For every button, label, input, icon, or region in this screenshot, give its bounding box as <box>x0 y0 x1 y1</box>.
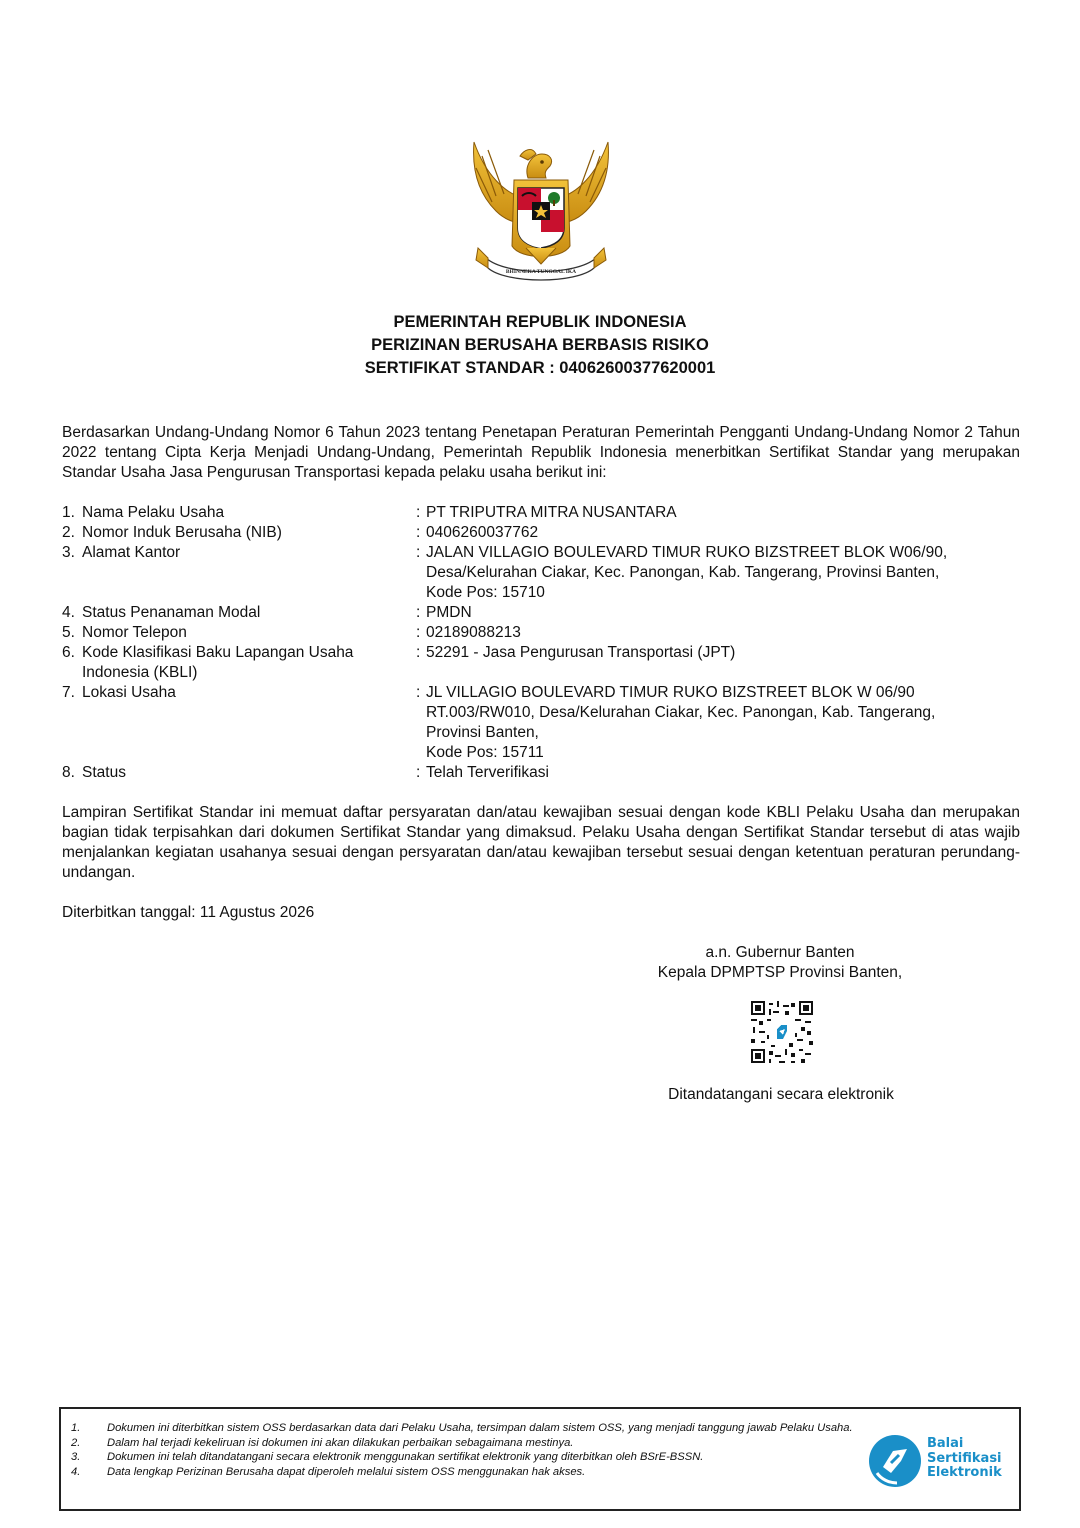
detail-label: Kode Klasifikasi Baku Lapangan Usaha Indonesia (KBLI) <box>82 644 354 681</box>
detail-value: PT TRIPUTRA MITRA NUSANTARA <box>426 504 677 521</box>
detail-value: PMDN <box>426 604 472 621</box>
footer-note: 4. Data lengkap Perizinan Berusaha dapat diperoleh melalui sistem OSS menggunakan hak akses. <box>71 1465 586 1478</box>
bsre-logo <box>867 1431 1007 1489</box>
detail-label: Alamat Kantor <box>82 544 181 561</box>
footer-note: 1. Dokumen ini diterbitkan sistem OSS berdasarkan data dari Pelaku Usaha, tersimpan dalam sistem OSS, yang menjadi tanggung jawab Pelaku Usaha. <box>71 1422 853 1434</box>
detail-label: Nomor Induk Berusaha (NIB) <box>82 524 282 541</box>
signer-line-2: Kepala DPMPTSP Provinsi Banten, <box>657 964 903 981</box>
detail-row-kbli: 6. Kode Klasifikasi Baku Lapangan Usaha Indonesia (KBLI) : 52291 - Jasa Pengurusan Transportasi (JPT) <box>62 643 1022 683</box>
detail-row-nib: 2. Nomor Induk Berusaha (NIB) : 0406260037762 <box>62 523 1022 543</box>
business-details-list <box>62 503 1022 783</box>
header-certificate-number: SERTIFIKAT STANDAR : 04062600377620001 <box>364 359 716 377</box>
bsre-logo-icon <box>867 1433 923 1489</box>
detail-row-office-address: 3. Alamat Kantor : JALAN VILLAGIO BOULEVARD TIMUR RUKO BIZSTREET BLOK W06/90, Desa/Kelurahan Ciakar, Kec. Panongan, Kab. Tangerang, Provinsi Banten, Kode Pos: 15710 <box>62 543 1022 603</box>
detail-row-status: 8. Status : Telah Terverifikasi <box>62 763 1022 783</box>
detail-value: 02189088213 <box>426 624 521 641</box>
detail-row-phone: 5. Nomor Telepon : 02189088213 <box>62 623 1022 643</box>
qr-code-icon <box>751 1001 813 1063</box>
detail-value: JL VILLAGIO BOULEVARD TIMUR RUKO BIZSTREET BLOK W 06/90 RT.003/RW010, Desa/Kelurahan Ciakar, Kec. Panongan, Kab. Tangerang, Provinsi Banten, Kode Pos: 15711 <box>426 684 936 761</box>
attachment-paragraph: Lampiran Sertifikat Standar ini memuat daftar persyaratan dan/atau kewajiban sesuai dengan kode KBLI Pelaku Usaha dan merupakan bagian tidak terpisahkan dari dokumen Sertifikat Standar yang dimaksud. Pelaku Usaha dengan Sertifikat Standar tersebut di atas wajib menjalankan kegiatan usahanya sesuai dengan persyaratan dan/atau kewajiban tersebut sesuai dengan ketentuan peraturan perundang-undangan. <box>62 804 1020 881</box>
detail-value: 52291 - Jasa Pengurusan Transportasi (JPT) <box>426 644 736 661</box>
header-government: PEMERINTAH REPUBLIK INDONESIA <box>393 313 687 331</box>
detail-row-business-name: 1. Nama Pelaku Usaha : PT TRIPUTRA MITRA NUSANTARA <box>62 503 1022 523</box>
garuda-emblem-icon <box>466 136 616 288</box>
issued-date: Diterbitkan tanggal: 11 Agustus 2026 <box>62 904 315 921</box>
detail-label: Nomor Telepon <box>82 624 187 641</box>
detail-label: Status Penanaman Modal <box>82 604 261 621</box>
intro-paragraph: Berdasarkan Undang-Undang Nomor 6 Tahun 2023 tentang Penetapan Peraturan Pemerintah Pengganti Undang-Undang Nomor 2 Tahun 2022 tentang Cipta Kerja Menjadi Undang-Undang, Pemerintah Republik Indonesia menerbitkan Sertifikat Standar yang merupakan Standar Usaha Jasa Pengurusan Transportasi kepada pelaku usaha berikut ini: <box>62 424 1020 481</box>
detail-row-investment-status: 4. Status Penanaman Modal : PMDN <box>62 603 1022 623</box>
footer-note: 2. Dalam hal terjadi kekeliruan isi dokumen ini akan dilakukan perbaikan sebagaimana mestinya. <box>71 1436 574 1449</box>
electronic-signature-caption: Ditandatangani secara elektronik <box>668 1086 894 1103</box>
detail-value: Telah Terverifikasi <box>426 764 549 781</box>
footer-notes-box <box>59 1407 1021 1511</box>
detail-label: Nama Pelaku Usaha <box>82 504 225 521</box>
document-header <box>0 311 1080 380</box>
header-licensing: PERIZINAN BERUSAHA BERBASIS RISIKO <box>371 336 709 354</box>
bsre-logo-text: Balai Sertifikasi Elektronik <box>927 1436 1002 1480</box>
detail-label: Status <box>82 764 126 781</box>
footer-note: 3. Dokumen ini telah ditandatangani secara elektronik menggunakan sertifikat elektronik yang diterbitkan oleh BSrE-BSSN. <box>71 1451 704 1463</box>
signer-line-1: a.n. Gubernur Banten <box>705 944 855 961</box>
detail-value: 0406260037762 <box>426 524 539 541</box>
detail-value: JALAN VILLAGIO BOULEVARD TIMUR RUKO BIZSTREET BLOK W06/90, Desa/Kelurahan Ciakar, Kec. Panongan, Kab. Tangerang, Provinsi Banten, Kode Pos: 15710 <box>426 544 948 601</box>
detail-row-business-location: 7. Lokasi Usaha : JL VILLAGIO BOULEVARD TIMUR RUKO BIZSTREET BLOK W 06/90 RT.003/RW010, Desa/Kelurahan Ciakar, Kec. Panongan, Kab. Tangerang, Provinsi Banten, Kode Pos: 15711 <box>62 683 1022 763</box>
emblem-motto: BHINNEKA TUNGGAL IKA <box>505 269 577 275</box>
footer-notes-list <box>71 1421 861 1479</box>
detail-label: Lokasi Usaha <box>82 684 176 701</box>
